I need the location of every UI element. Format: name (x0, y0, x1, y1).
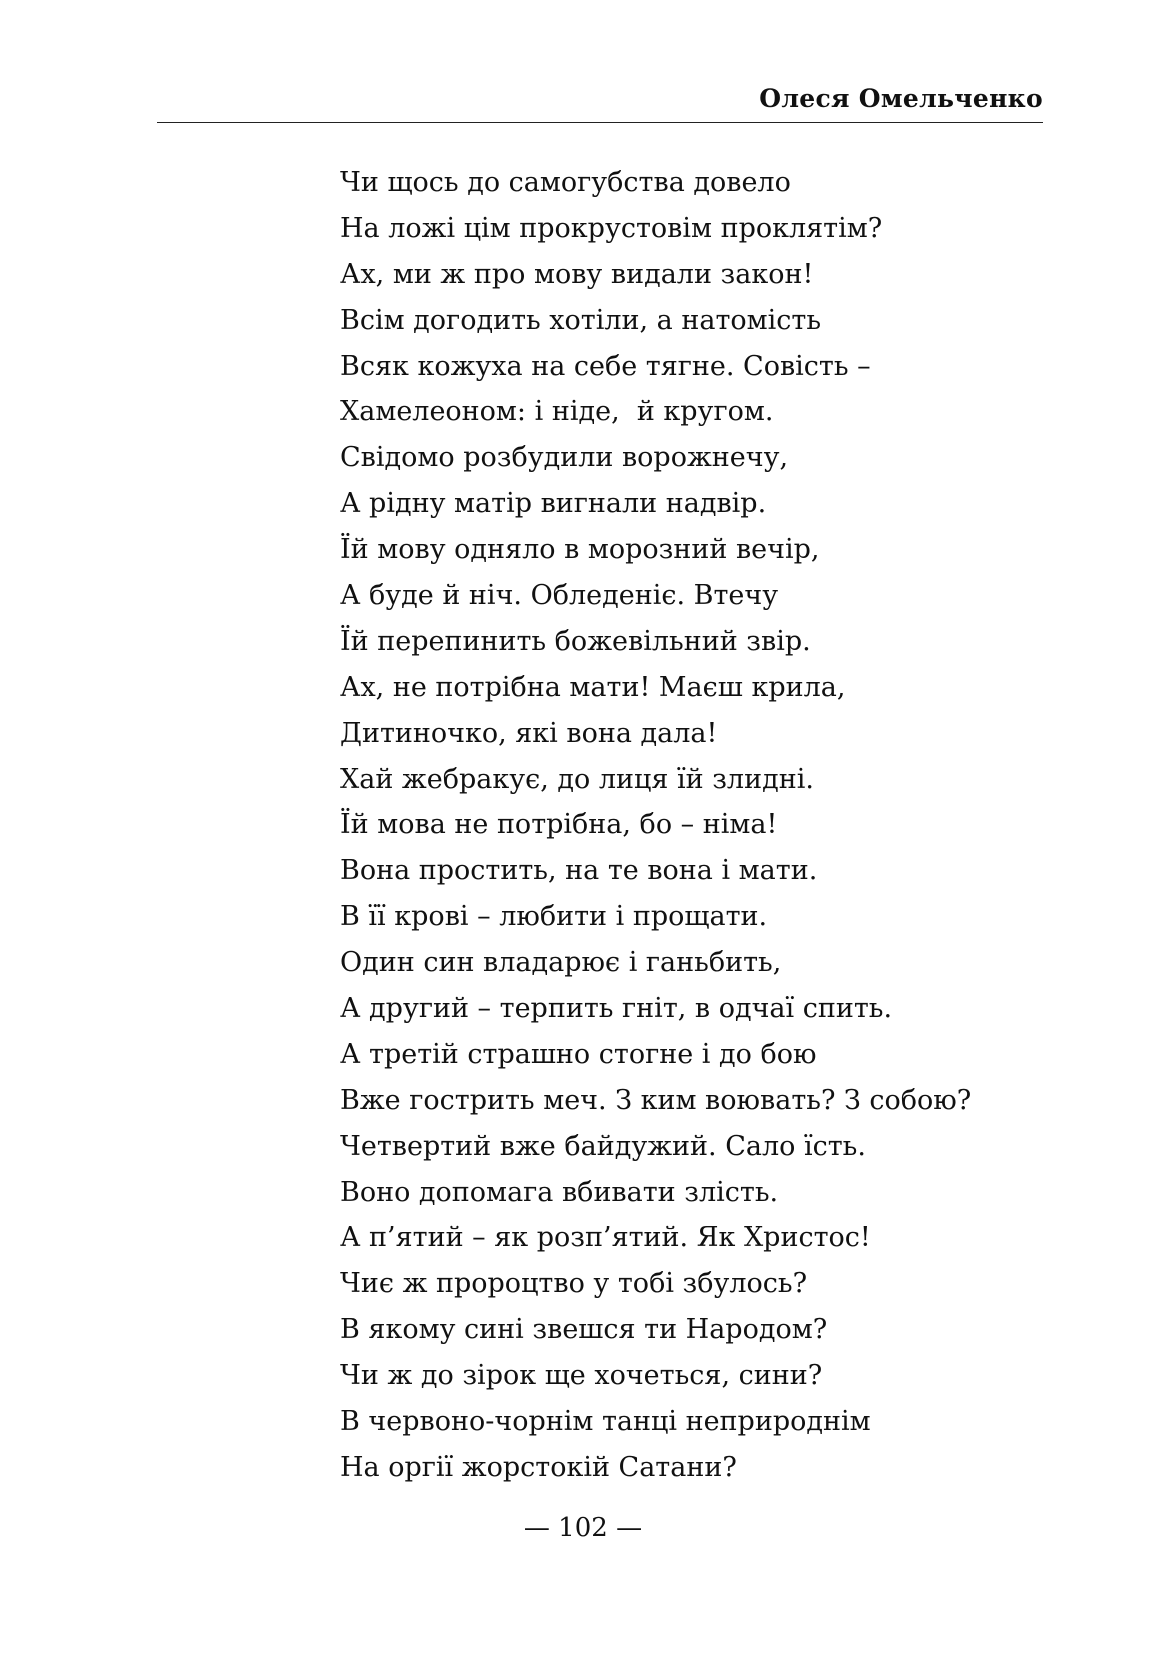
poem-line: Хай жебракує, до лиця їй злидні. (340, 763, 814, 795)
poem-line: Воно допомага вбивати злість. (340, 1176, 779, 1208)
running-header (157, 82, 1043, 123)
poem-line: Дитиночко, які вона дала! (340, 717, 718, 749)
poem-line: Ах, не потрібна мати! Маєш крила, (340, 671, 846, 703)
poem-line: В червоно-чорнім танці неприроднім (340, 1406, 871, 1438)
poem-line: Чи ж до зірок ще хочеться, сини? (340, 1360, 823, 1392)
poem-line: А рідну матір вигнали надвір. (340, 488, 767, 520)
poem-line: Четвертий вже байдужий. Сало їсть. (340, 1130, 866, 1162)
poem-line: Чи щось до самогубства довело (340, 167, 791, 198)
poem-line: Їй мова не потрібна, бо – німа! (340, 809, 778, 841)
poem-line: Свідомо розбудили ворожнечу, (340, 442, 789, 474)
poem-line: Їй мову одняло в морозний вечір, (340, 534, 820, 566)
poem-line: Чиє ж пророцтво у тобі збулось? (340, 1268, 808, 1300)
poem-line: На оргії жорстокій Сатани? (340, 1451, 737, 1483)
poem-line: А п’ятий – як розп’ятий. Як Христос! (340, 1222, 871, 1254)
poem-line: В її крові – любити і прощати. (340, 901, 768, 933)
poem-line: На ложі цім прокрустовім проклятім? (340, 212, 883, 244)
poem-line: Ах, ми ж про мову видали закон! (340, 258, 814, 290)
poem-line: Їй перепинить божевільний звір. (340, 625, 811, 657)
poem-line: Один син владарює і ганьбить, (340, 947, 782, 979)
poem-text (340, 160, 971, 1491)
poem-line: А третій страшно стогне і до бою (340, 1038, 817, 1070)
poem-line: Вже гострить меч. З ким воювать? З собою? (340, 1084, 972, 1116)
poem-line: В якому сині звешся ти Народом? (340, 1314, 828, 1346)
poem-line: Всяк кожуха на себе тягне. Совість – (340, 350, 871, 382)
poem-line: Хамелеоном: і ніде, й кругом. (340, 396, 774, 428)
poem-line: А другий – терпить гніт, в одчаї спить. (340, 993, 893, 1025)
poem-line: А буде й ніч. Обледеніє. Втечу (340, 580, 779, 612)
author-name: Олеся Омельченко (759, 84, 1043, 113)
poem-line: Вона простить, на те вона і мати. (340, 855, 818, 887)
poem-line: Всім догодить хотіли, а натомість (340, 304, 822, 336)
page-number: — 102 — (523, 1513, 643, 1543)
